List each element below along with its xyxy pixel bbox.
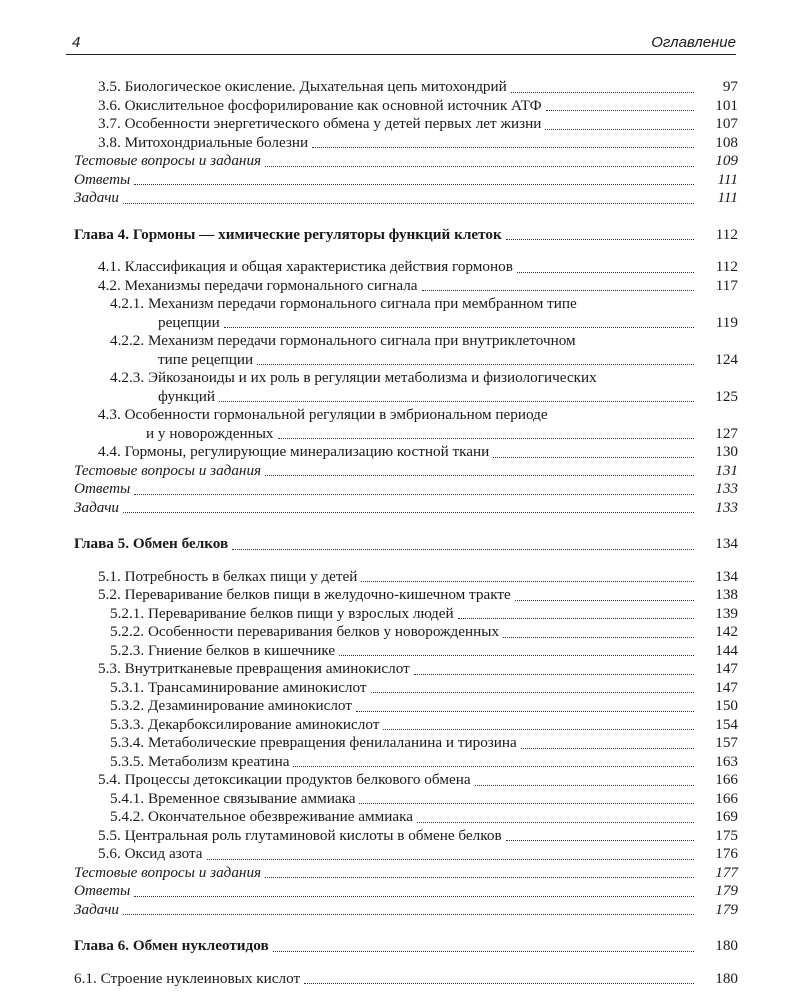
toc-entry[interactable]: 5.2.1. Переваривание белков пищи у взрослых людей 139 xyxy=(110,604,738,622)
toc-entry[interactable]: 5.3.5. Метаболизм креатина 163 xyxy=(110,752,738,770)
toc-chapter-heading[interactable]: Глава 6. Обмен нуклеотидов 180 xyxy=(74,937,738,954)
toc-entry[interactable]: 4.4. Гормоны, регулирующие минерализацию костной ткани 130 xyxy=(98,443,738,460)
toc-entry[interactable]: 4.2. Механизмы передачи гормонального сигнала 117 xyxy=(98,276,738,294)
toc-chapter-heading[interactable]: Глава 4. Гормоны — химические регуляторы функций клеток 112 xyxy=(74,225,738,243)
toc-entry[interactable]: 4.2.2. Механизм передачи гормонального сигнала при внутриклеточном типе рецепции 124 xyxy=(110,332,738,368)
toc-entry[interactable]: 5.3.3. Декарбоксилирование аминокислот 154 xyxy=(110,715,738,733)
running-title: Оглавление xyxy=(651,34,736,51)
toc-entry[interactable]: 4.3. Особенности гормональной регуляции в эмбриональном периоде и у новорожденных 127 xyxy=(98,406,738,442)
toc-entry[interactable]: 5.1. Потребность в белках пищи у детей 134 xyxy=(98,567,738,585)
toc-entry[interactable]: 5.3. Внутритканевые превращения аминокислот 147 xyxy=(98,660,738,677)
toc-entry[interactable]: 5.4.1. Временное связывание аммиака 166 xyxy=(110,789,738,807)
toc-entry[interactable]: 3.5. Биологическое окисление. Дыхательная цепь митохондрий 97 xyxy=(98,78,738,95)
toc-entry-problems[interactable]: Задачи 133 xyxy=(74,498,738,516)
toc-entry[interactable]: 3.8. Митохондриальные болезни 108 xyxy=(98,133,738,151)
toc-entry-answers[interactable]: Ответы 133 xyxy=(74,480,738,497)
toc-entry[interactable]: 4.1. Классификация и общая характеристика действия гормонов 112 xyxy=(98,258,738,275)
toc-entry-test-questions[interactable]: Тестовые вопросы и задания 177 xyxy=(74,863,738,881)
toc-entry-problems[interactable]: Задачи 179 xyxy=(74,900,738,918)
toc-entry[interactable]: 5.6. Оксид азота 176 xyxy=(98,845,738,862)
toc-entry[interactable]: 6.1. Строение нуклеиновых кислот 180 xyxy=(74,969,738,987)
toc-entry-answers[interactable]: Ответы 111 xyxy=(74,170,738,188)
toc-entry[interactable]: 5.4.2. Окончательное обезвреживание аммиака 169 xyxy=(110,808,738,825)
toc-entry[interactable]: 4.2.3. Эйкозаноиды и их роль в регуляции метаболизма и физиологических функций 125 xyxy=(110,369,738,405)
toc-entry[interactable]: 4.2.1. Механизм передачи гормонального сигнала при мембранном типе рецепции 119 xyxy=(110,295,738,331)
toc-entry[interactable]: 3.7. Особенности энергетического обмена у детей первых лет жизни 107 xyxy=(98,115,738,132)
toc-entry[interactable]: 5.4. Процессы детоксикации продуктов белкового обмена 166 xyxy=(98,771,738,788)
toc-entry-test-questions[interactable]: Тестовые вопросы и задания 131 xyxy=(74,461,738,479)
toc-entry-problems[interactable]: Задачи 111 xyxy=(74,189,738,206)
toc-entry-answers[interactable]: Ответы 179 xyxy=(74,882,738,899)
toc-chapter-heading[interactable]: Глава 5. Обмен белков 134 xyxy=(74,535,738,552)
toc-entry-test-questions[interactable]: Тестовые вопросы и задания 109 xyxy=(74,152,738,169)
toc-entry[interactable]: 5.5. Центральная роль глутаминовой кислоты в обмене белков 175 xyxy=(98,826,738,844)
running-header xyxy=(66,34,736,55)
toc-entry[interactable]: 5.3.4. Метаболические превращения фенилаланина и тирозина 157 xyxy=(110,734,738,751)
toc-entry[interactable]: 5.2.3. Гниение белков в кишечнике 144 xyxy=(110,641,738,659)
toc-entry[interactable]: 5.3.1. Трансаминирование аминокислот 147 xyxy=(110,678,738,696)
page-number: 4 xyxy=(72,34,81,51)
toc-entry[interactable]: 5.2.2. Особенности переваривания белков у новорожденных 142 xyxy=(110,623,738,640)
toc-entry[interactable]: 3.6. Окислительное фосфорилирование как основной источник АТФ 101 xyxy=(98,96,738,114)
toc-entry[interactable]: 5.2. Переваривание белков пищи в желудочно-кишечном тракте 138 xyxy=(98,586,738,603)
table-of-contents xyxy=(74,78,738,988)
toc-entry[interactable]: 5.3.2. Дезаминирование аминокислот 150 xyxy=(110,697,738,714)
